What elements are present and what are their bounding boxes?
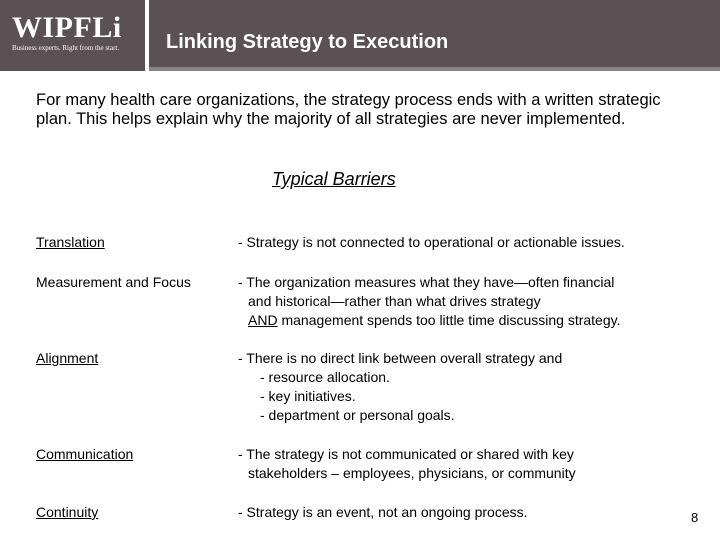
description-subitem: - department or personal goals. — [260, 407, 455, 423]
barrier-term: Translation — [36, 234, 105, 250]
section-title: Typical Barriers — [272, 169, 396, 189]
description-line: - Strategy is an event, not an ongoing process. — [238, 504, 528, 520]
barrier-description — [238, 233, 698, 252]
barrier-description — [238, 273, 698, 330]
page-number: 8 — [691, 510, 699, 525]
emphasis-and: AND — [248, 312, 278, 328]
description-line: and historical—rather than what drives strategy — [248, 293, 541, 309]
intro-paragraph: For many health care organizations, the strategy process ends with a written strategic plan. This helps explain why the majority of all strategies are never implemented. — [36, 91, 661, 128]
description-subitem: - resource allocation. — [260, 369, 390, 385]
description-line-rest: management spends too little time discussing strategy. — [281, 312, 621, 328]
logo-tagline: Business experts. Right from the start. — [12, 44, 120, 52]
description-line — [238, 311, 698, 330]
header-rule — [149, 67, 720, 71]
description-line: - Strategy is not connected to operational or actionable issues. — [238, 234, 625, 250]
header — [0, 0, 720, 71]
title-band — [149, 0, 720, 67]
description-line: stakeholders – employees, physicians, or community — [248, 465, 576, 481]
description-line: - There is no direct link between overall strategy and — [238, 350, 563, 366]
barrier-term: Continuity — [36, 504, 99, 520]
barrier-term: Measurement and Focus — [36, 274, 191, 290]
barrier-term: Alignment — [36, 350, 99, 366]
barrier-description — [238, 503, 698, 522]
description-line: - The organization measures what they have—often financial — [238, 274, 615, 290]
logo-wordmark: WIPFLi — [12, 11, 122, 44]
description-line: - The strategy is not communicated or shared with key — [238, 446, 574, 462]
barrier-description — [238, 445, 698, 483]
wipfli-logo — [0, 0, 145, 71]
description-subitem: - key initiatives. — [260, 388, 356, 404]
slide-title: Linking Strategy to Execution — [166, 31, 449, 53]
barrier-description — [238, 349, 698, 425]
barrier-term: Communication — [36, 446, 134, 462]
